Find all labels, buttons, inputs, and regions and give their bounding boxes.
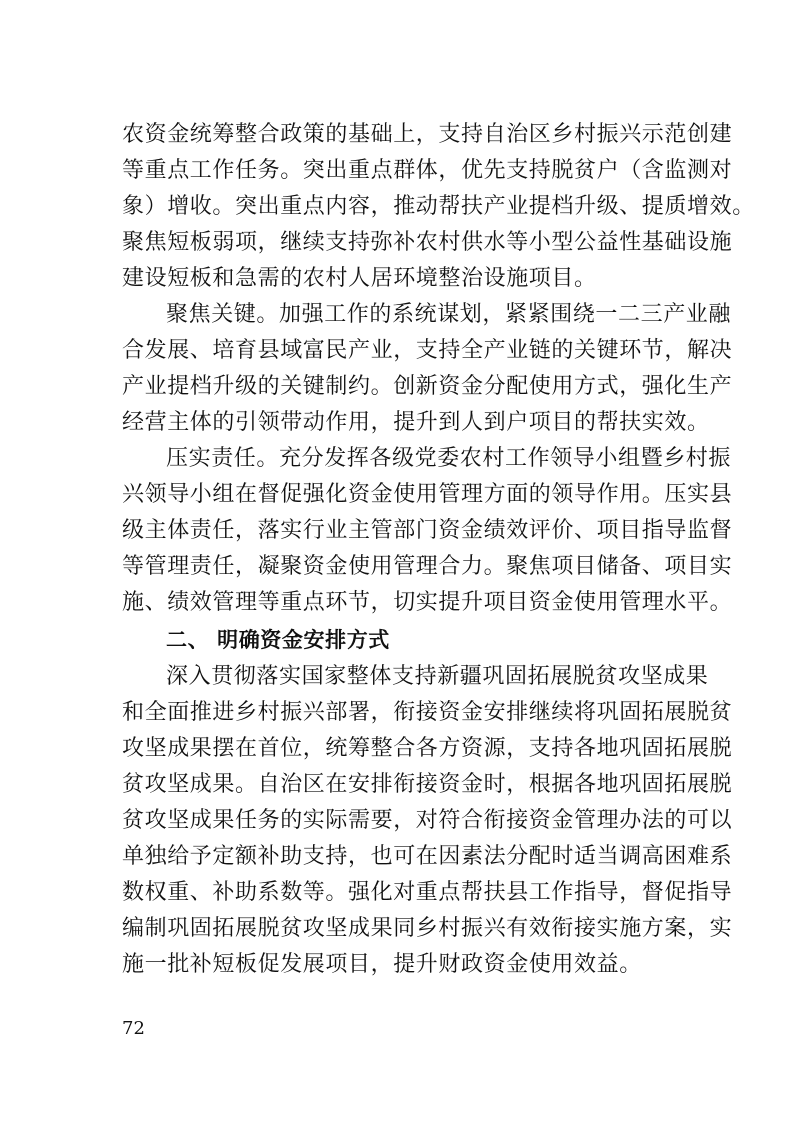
paragraph-line: 深入贯彻落实国家整体支持新疆巩固拓展脱贫攻坚成果 <box>166 664 709 689</box>
paragraph-line: 象）增收。突出重点内容，推动帮扶产业提档升级、提质增效。 <box>122 194 755 219</box>
page-number: 72 <box>122 1018 145 1039</box>
paragraph-line: 施、绩效管理等重点环节，切实提升项目资金使用管理水平。 <box>122 590 733 615</box>
paragraph-line: 单独给予定额补助支持，也可在因素法分配时适当调高困难系 <box>122 844 733 869</box>
paragraph-line: 压实责任。充分发挥各级党委农村工作领导小组暨乡村振 <box>166 446 732 471</box>
paragraph-line: 和全面推进乡村振兴部署，衔接资金安排继续将巩固拓展脱贫 <box>122 700 733 725</box>
paragraph-line: 数权重、补助系数等。强化对重点帮扶县工作指导，督促指导 <box>122 880 733 905</box>
paragraph-line: 产业提档升级的关键制约。创新资金分配使用方式，强化生产 <box>122 374 733 399</box>
paragraph-line: 建设短板和急需的农村人居环境整治设施项目。 <box>122 266 597 291</box>
paragraph-line: 经营主体的引领带动作用，提升到人到户项目的帮扶实效。 <box>122 410 710 435</box>
paragraph-line: 施一批补短板促发展项目，提升财政资金使用效益。 <box>122 952 642 977</box>
paragraph-line: 级主体责任，落实行业主管部门资金绩效评价、项目指导监督 <box>122 518 733 543</box>
paragraph-line: 兴领导小组在督促强化资金使用管理方面的领导作用。压实县 <box>122 482 733 507</box>
paragraph-line: 聚焦短板弱项，继续支持弥补农村供水等小型公益性基础设施 <box>122 230 733 255</box>
paragraph-line: 编制巩固拓展脱贫攻坚成果同乡村振兴有效衔接实施方案，实 <box>122 916 733 941</box>
paragraph-line: 聚焦关键。加强工作的系统谋划，紧紧围绕一二三产业融 <box>166 302 732 327</box>
paragraph-line: 等管理责任，凝聚资金使用管理合力。聚焦项目储备、项目实 <box>122 554 733 579</box>
paragraph-line: 贫攻坚成果。自治区在安排衔接资金时，根据各地巩固拓展脱 <box>122 772 733 797</box>
paragraph-line: 攻坚成果摆在首位，统筹整合各方资源，支持各地巩固拓展脱 <box>122 736 733 761</box>
paragraph-line: 等重点工作任务。突出重点群体，优先支持脱贫户（含监测对 <box>122 158 733 183</box>
section-heading: 二、 明确资金安排方式 <box>166 628 390 652</box>
paragraph-line: 贫攻坚成果任务的实际需要，对符合衔接资金管理办法的可以 <box>122 808 733 833</box>
paragraph-line: 农资金统筹整合政策的基础上，支持自治区乡村振兴示范创建 <box>122 122 733 147</box>
paragraph-line: 合发展、培育县域富民产业，支持全产业链的关键环节，解决 <box>122 338 733 363</box>
